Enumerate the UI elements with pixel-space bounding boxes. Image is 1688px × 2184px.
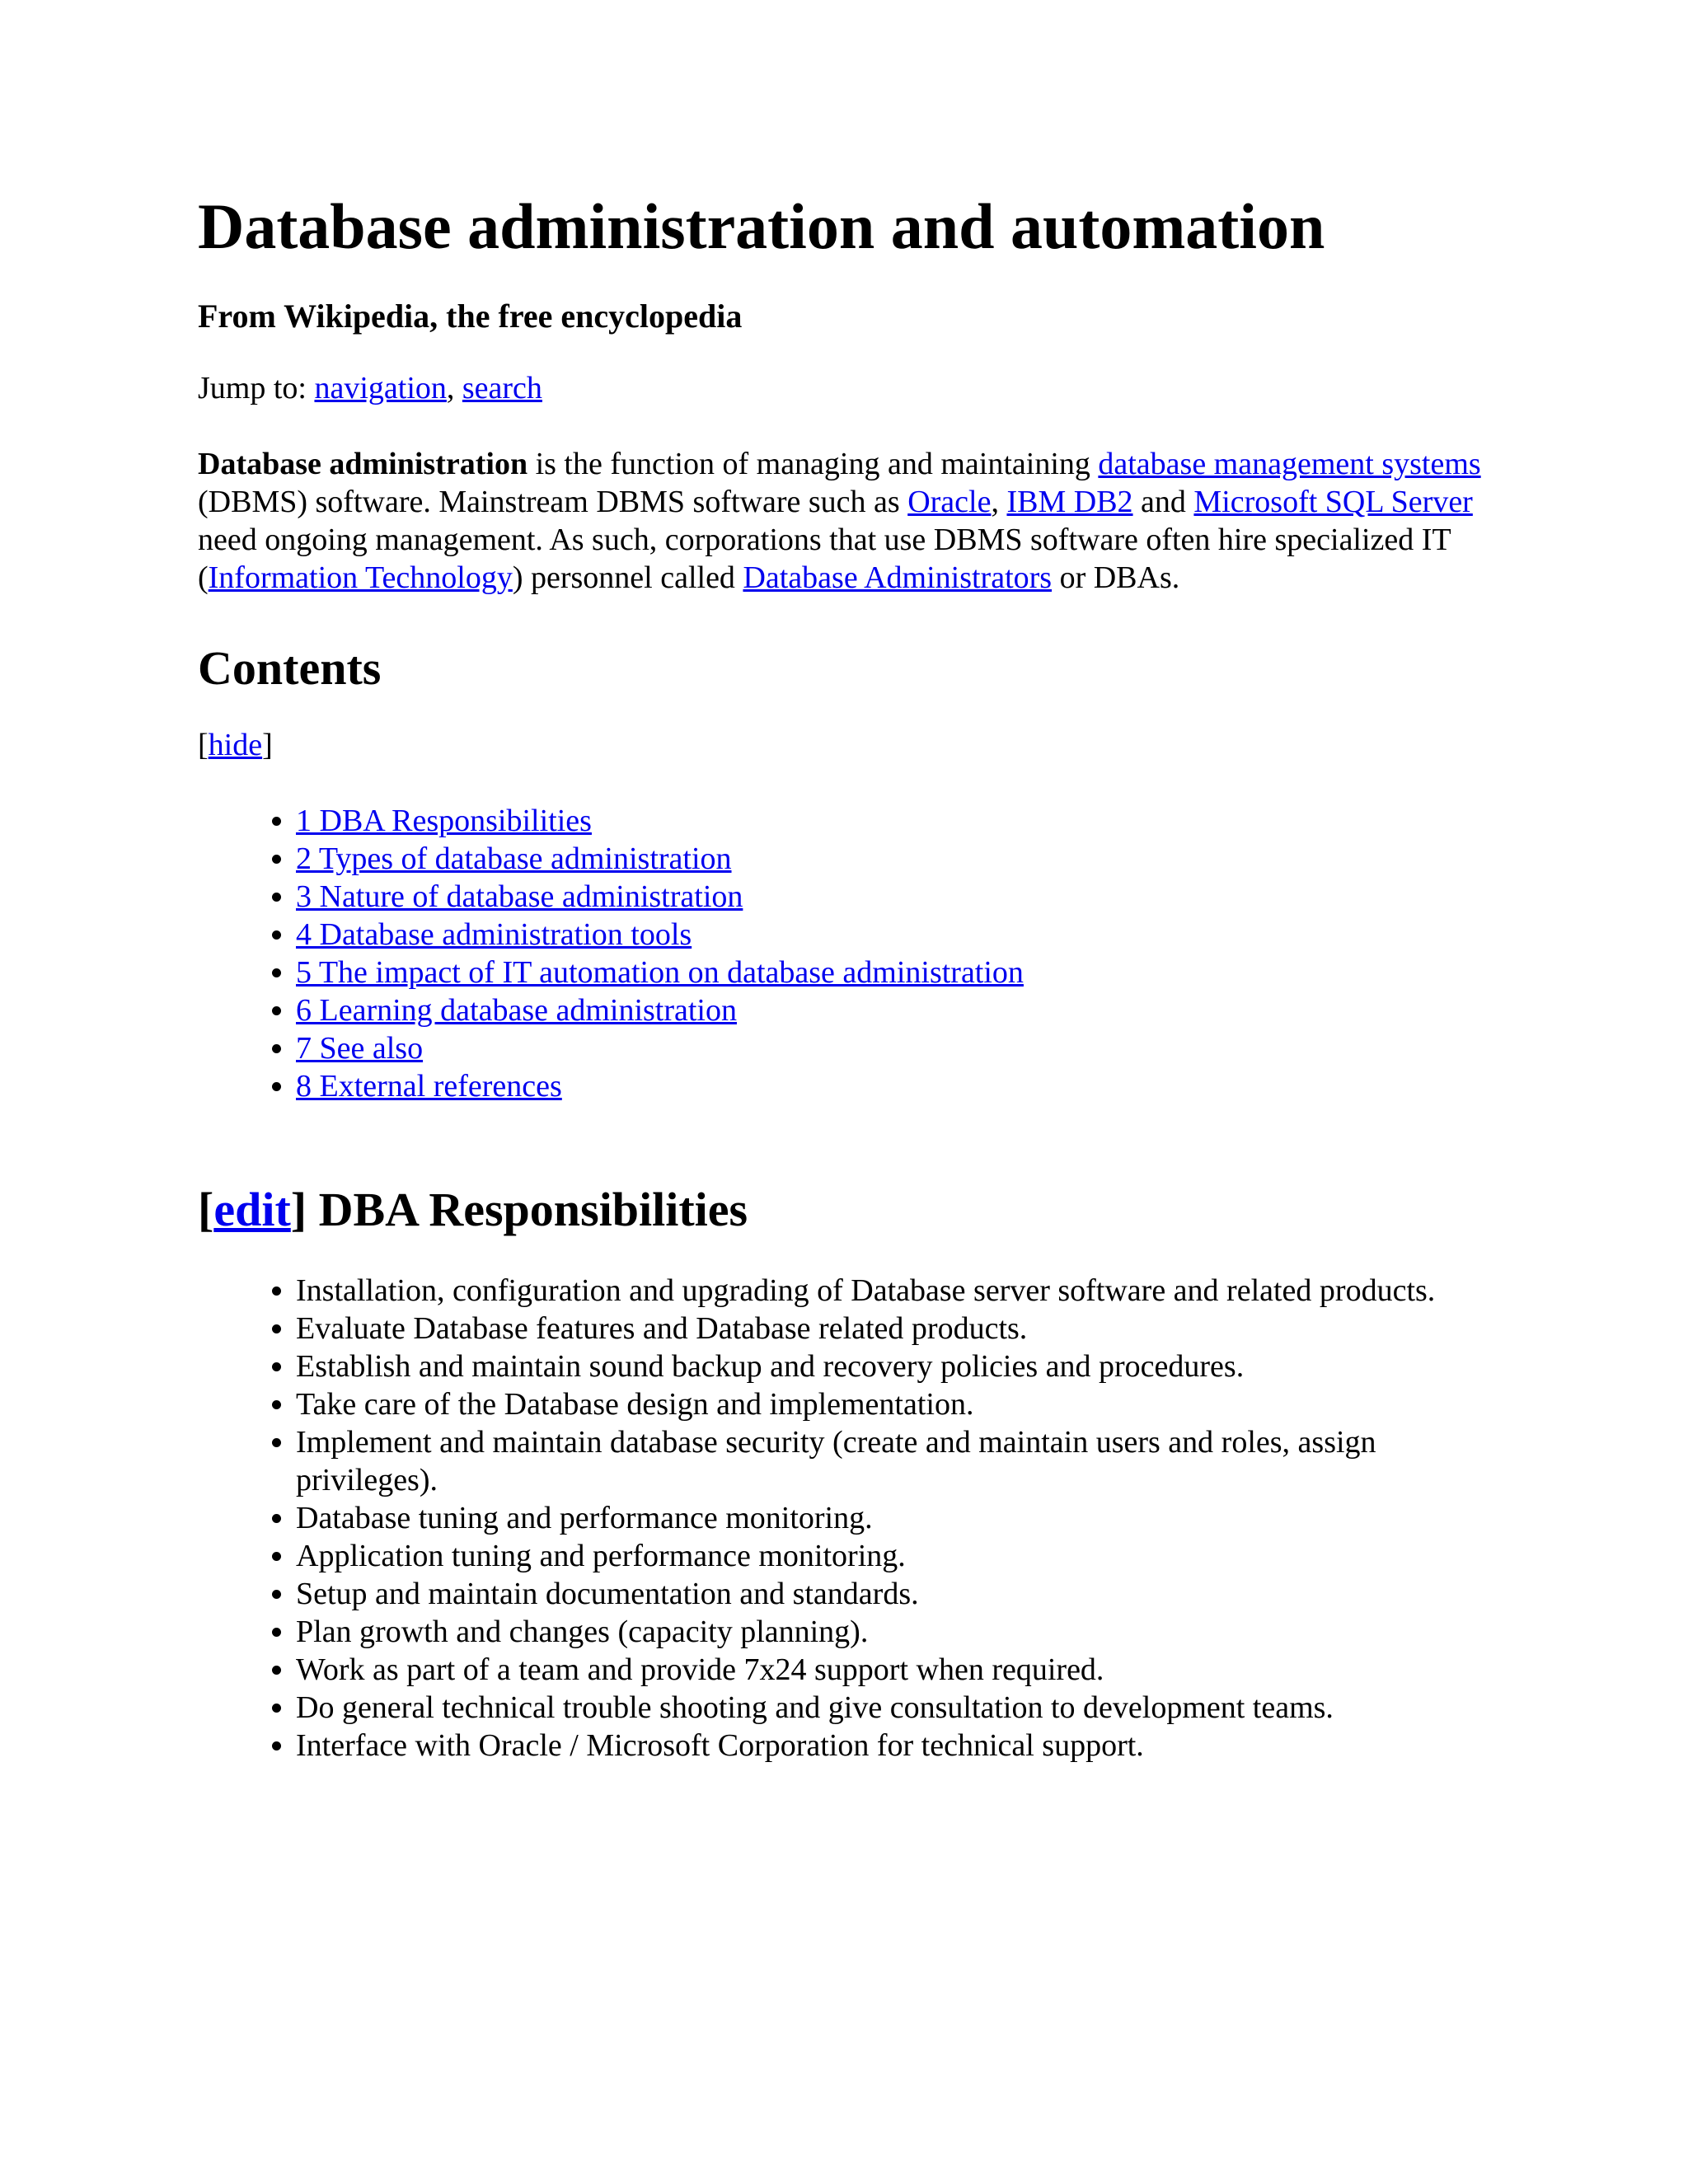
toc-link-types[interactable]: 2 Types of database administration: [296, 841, 732, 877]
list-item: • Plan growth and changes (capacity planning).: [296, 1613, 1484, 1651]
list-item: • Evaluate Database features and Database related products.: [296, 1310, 1484, 1347]
contents-item: [296, 878, 1484, 916]
dbms-link[interactable]: database management systems: [1098, 446, 1481, 481]
intro-bold-term: Database administration: [198, 446, 528, 481]
toc-link-tools[interactable]: 4 Database administration tools: [296, 917, 692, 953]
toc-link-learning[interactable]: 6 Learning database administration: [296, 993, 737, 1029]
responsibilities-list: [198, 1272, 1484, 1765]
list-item: • Database tuning and performance monitoring.: [296, 1499, 1484, 1537]
list-item: • Installation, configuration and upgrading of Database server software and related products.: [296, 1272, 1484, 1310]
contents-item: [296, 954, 1484, 991]
navigation-link[interactable]: navigation: [314, 370, 447, 405]
contents-item: [296, 991, 1484, 1029]
sql-server-link[interactable]: Microsoft SQL Server: [1193, 484, 1473, 519]
list-item: • Work as part of a team and provide 7x24 support when required.: [296, 1651, 1484, 1689]
list-item: • Application tuning and performance monitoring.: [296, 1537, 1484, 1575]
hide-bracket-open: [: [198, 728, 209, 763]
edit-bracket-close: ]: [290, 1183, 319, 1237]
oracle-link[interactable]: Oracle: [907, 484, 992, 519]
edit-bracket-open: [: [198, 1183, 214, 1237]
ibm-db2-link[interactable]: IBM DB2: [1006, 484, 1133, 519]
intro-text-1: is the function of managing and maintaining: [528, 446, 1099, 481]
search-link[interactable]: search: [462, 370, 542, 405]
page-subtitle: From Wikipedia, the free encyclopedia: [198, 297, 743, 335]
intro-paragraph: [198, 445, 1484, 597]
jump-to-line: [198, 369, 1484, 407]
edit-link[interactable]: edit: [213, 1183, 291, 1237]
contents-item: [296, 840, 1484, 878]
toc-link-nature[interactable]: 3 Nature of database administration: [296, 879, 743, 915]
toc-link-external-references[interactable]: 8 External references: [296, 1069, 562, 1104]
jump-to-label: Jump to:: [198, 370, 315, 405]
contents-list: [198, 802, 1484, 1105]
list-item: • Setup and maintain documentation and standards.: [296, 1575, 1484, 1613]
contents-item: [296, 916, 1484, 954]
toc-link-dba-responsibilities[interactable]: 1 DBA Responsibilities: [296, 804, 592, 839]
contents-toggle: [198, 726, 1484, 764]
section-title: DBA Responsibilities: [318, 1183, 748, 1237]
database-administrators-link[interactable]: Database Administrators: [743, 560, 1053, 595]
intro-text-6: ) personnel called: [512, 560, 743, 595]
toc-link-see-also[interactable]: 7 See also: [296, 1031, 424, 1066]
contents-item: [296, 1029, 1484, 1067]
intro-text-7: or DBAs.: [1052, 560, 1180, 595]
intro-text-2: (DBMS) software. Mainstream DBMS software such as: [198, 484, 908, 519]
toc-link-impact[interactable]: 5 The impact of IT automation on database administration: [296, 955, 1024, 991]
list-item: • Implement and maintain database security (create and maintain users and roles, assign privileges).: [296, 1423, 1484, 1499]
contents-item: [296, 1067, 1484, 1105]
contents-heading: Contents: [198, 640, 382, 695]
article: [198, 190, 1484, 1765]
hide-link[interactable]: hide: [208, 728, 263, 763]
jump-separator: ,: [446, 370, 462, 405]
intro-text-3: ,: [991, 484, 1007, 519]
contents-item: [296, 802, 1484, 840]
list-item: • Interface with Oracle / Microsoft Corporation for technical support.: [296, 1727, 1484, 1765]
intro-text-5: need ongoing management. As such, corporations that use DBMS software often hire specialized IT (: [198, 522, 1451, 595]
list-item: • Establish and maintain sound backup and recovery policies and procedures.: [296, 1347, 1484, 1385]
section-heading-dba-responsibilities: [198, 1181, 1484, 1239]
list-item: • Take care of the Database design and implementation.: [296, 1385, 1484, 1423]
page-title: Database administration and automation: [198, 190, 1325, 262]
intro-text-4: and: [1132, 484, 1194, 519]
list-item: • Do general technical trouble shooting and give consultation to development teams.: [296, 1689, 1484, 1727]
hide-bracket-close: ]: [262, 728, 273, 763]
information-technology-link[interactable]: Information Technology: [208, 560, 513, 595]
